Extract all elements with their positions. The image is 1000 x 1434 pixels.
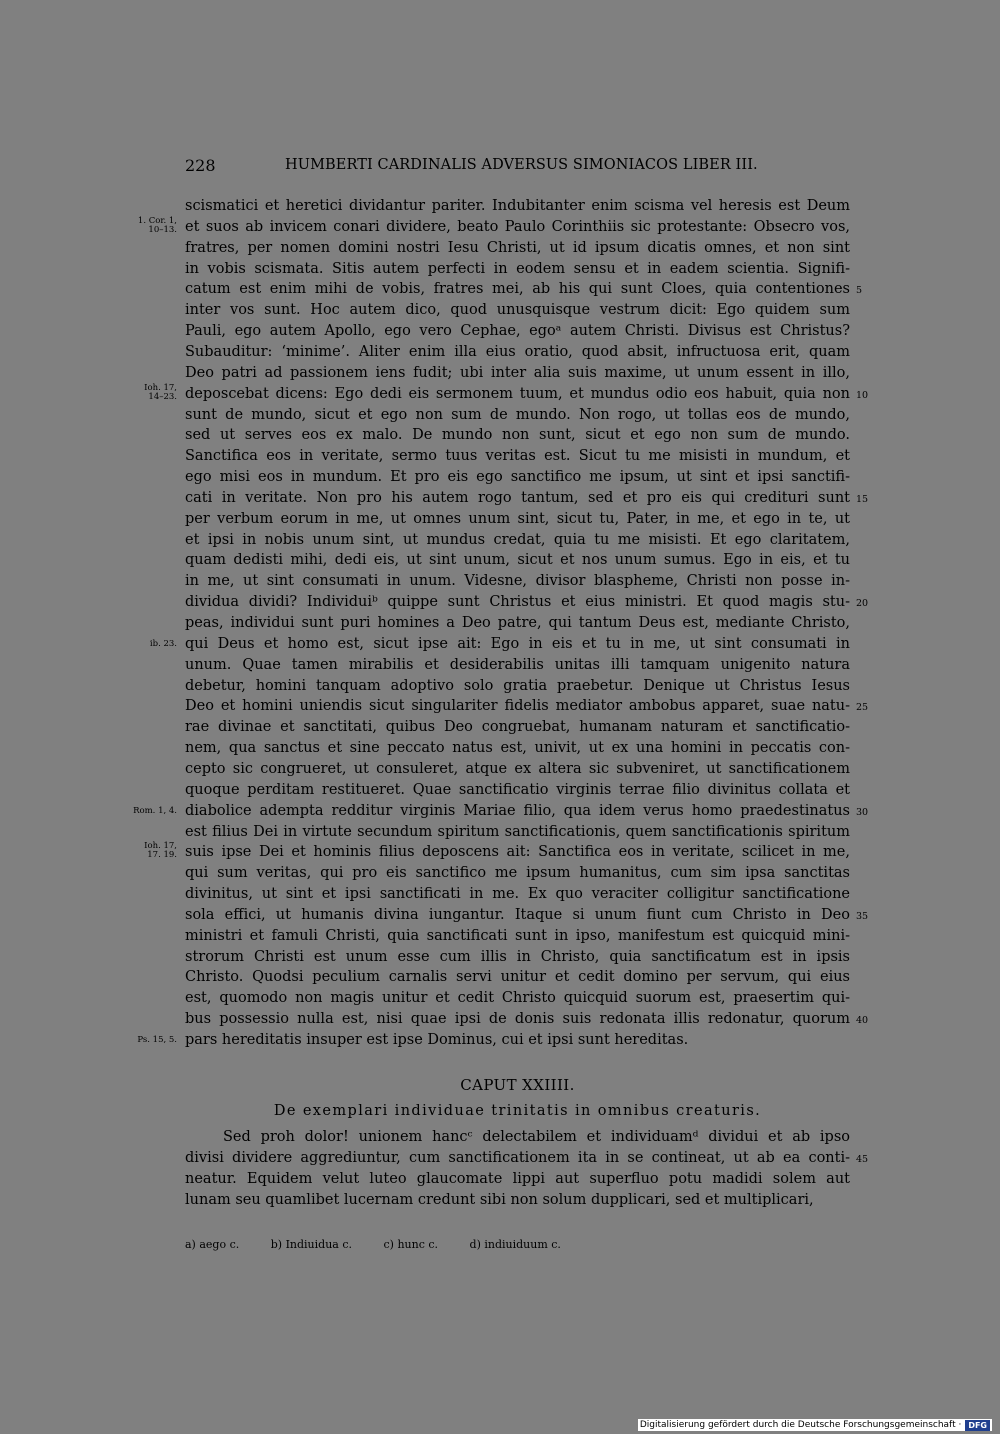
- margin-note: Ps. 15, 5.: [137, 1035, 177, 1045]
- text-line: est filius Dei in virtute secundum spiritum sanctificationis, quem sanctificationis spiritum: [185, 823, 850, 840]
- text-line: et ipsi in nobis unum sint, ut mundus credat, quia tu me misisti. Et ego claritatem,: [185, 531, 850, 548]
- text-line: suis ipse Dei et hominis filius deposcens ait: Sanctifica eos in veritate, scilicet in me,: [185, 844, 850, 861]
- footnote-b: b) Indiuidua c.: [270, 1238, 352, 1251]
- text-line: unum. Quae tamen mirabilis et desiderabilis unitas illi tamquam unigenito natura: [185, 656, 850, 673]
- text-line: per verbum eorum in me, ut omnes unum sint, sicut tu, Pater, in me, et ego in te, ut: [185, 510, 850, 527]
- text-line: nem, qua sanctus et sine peccato natus est, univit, ut ex una homini in peccatis con-: [185, 740, 850, 757]
- text-line: est, quomodo non magis unitur et cedit Christo quicquid suorum est, praesertim qui-: [185, 990, 850, 1007]
- text-line: quam dedisti mihi, dedi eis, ut sint unum, sicut et nos unum sumus. Ego in eis, et tu: [185, 552, 850, 569]
- margin-note: Ioh. 17, 14–23.: [144, 382, 177, 402]
- line-number: 35: [856, 910, 869, 922]
- line-number: 45: [856, 1153, 869, 1165]
- text-line: diabolice adempta redditur virginis Mariae filio, qua idem verus homo praedestinatus: [185, 802, 850, 819]
- text-line: sola effici, ut humanis divina iungantur. Itaque si unum fiunt cum Christo in Deo: [185, 906, 850, 923]
- text-line: Deo patri ad passionem iens fudit; ubi inter alia suis maxime, ut unum essent in illo,: [185, 364, 850, 381]
- text-line: scismatici et heretici dividantur pariter. Indubitanter enim scisma vel heresis est Deum: [185, 198, 850, 214]
- text-line: in vobis scismata. Sitis autem perfecti in eodem sensu et in eadem scientia. Signifi-: [185, 260, 850, 277]
- chapter-line: lunam seu quamlibet lucernam credunt sibi non solum dupplicari, sed et multiplicari,: [185, 1191, 814, 1208]
- text-line: pars hereditatis insuper est ipse Dominus, cui et ipsi sunt hereditas.: [185, 1032, 689, 1048]
- margin-note: ib. 23.: [149, 638, 177, 649]
- text-line: Subauditur: ‘minime’. Aliter enim illa eius oratio, quod absit, infructuosa erit, quam: [185, 343, 850, 360]
- text-line: qui Deus et homo est, sicut ipse ait: Ego in eis et tu in me, ut sint consumati in: [185, 635, 850, 652]
- text-line: rae divinae et sanctitati, quibus Deo congruebat, humanam naturam et sanctificatio-: [185, 719, 850, 736]
- margin-note: 1. Cor. 1, 10–13.: [137, 215, 177, 235]
- chapter-line: divisi dividere aggrediuntur, cum sanctificationem ita in se contineat, ut ab ea conti-: [185, 1149, 850, 1166]
- text-line: cati in veritate. Non pro his autem rogo tantum, sed et pro eis qui credituri sunt: [185, 489, 850, 506]
- line-number: 20: [856, 598, 869, 610]
- text-line: peas, individui sunt puri homines a Deo patre, qui tantum Deus est, mediante Christo,: [185, 615, 850, 631]
- text-line: sunt de mundo, sicut et ego non sum de mundo. Non rogo, ut tollas eos de mundo,: [185, 406, 850, 423]
- footnotes: [185, 1236, 850, 1254]
- text-line: inter vos sunt. Hoc autem dico, quod unusquisque vestrum dicit: Ego quidem sum: [185, 302, 850, 319]
- running-header: [185, 156, 850, 178]
- text-line: Christo. Quodsi peculium carnalis servi unitur et cedit domino per servum, qui eius: [185, 969, 850, 986]
- text-line: ego misi eos in mundum. Et pro eis ego sanctifico me ipsum, ut sint et ipsi sanctifi-: [185, 469, 850, 486]
- line-number: 40: [856, 1015, 869, 1027]
- dfg-logo-icon[interactable]: DFG: [965, 1420, 990, 1431]
- text-line: fratres, per nomen domini nostri Iesu Christi, ut id ipsum dicatis omnes, et non sint: [185, 239, 850, 256]
- line-number: 10: [856, 389, 869, 401]
- margin-note: Rom. 1, 4.: [133, 805, 177, 816]
- text-line: debetur, homini tanquam adoptivo solo gratia praebetur. Denique ut Christus Iesus: [185, 677, 850, 694]
- footer-text: Digitalisierung gefördert durch die Deutsche Forschungsgemeinschaft ·: [639, 1420, 962, 1430]
- footnote-c: c) hunc c.: [383, 1238, 439, 1251]
- dfg-footer[interactable]: [638, 1419, 992, 1431]
- text-line: cepto sic congrueret, ut consuleret, atque ex altera sic subveniret, ut sanctificationem: [185, 760, 850, 777]
- line-number: 25: [856, 702, 869, 714]
- chapter-title: CAPUT XXIIII.: [460, 1076, 575, 1094]
- text-line: Pauli, ego autem Apollo, ego vero Cephae, egoᵃ autem Christi. Divisus est Christus?: [185, 323, 850, 340]
- text-line: Sanctifica eos in veritate, sermo tuus veritas est. Sicut tu me misisti in mundum, et: [185, 448, 850, 465]
- text-line: divinitus, ut sint et ipsi sanctificati in me. Ex quo veraciter colligitur sanctificatione: [185, 886, 850, 903]
- line-number: 5: [856, 285, 863, 297]
- text-line: qui sum veritas, qui pro eis sanctifico me ipsum humanitus, cum sim ipsa sanctitas: [185, 865, 850, 882]
- text-line: catum est enim mihi de vobis, fratres mei, ab his qui sunt Cloes, quia contentiones: [185, 281, 850, 298]
- chapter-line: neatur. Equidem velut luteo glaucomate lippi aut superfluo potu madidi solem aut: [185, 1170, 850, 1187]
- margin-note: Ioh. 17, 17. 19.: [144, 841, 177, 861]
- chapter-line: Sed proh dolor! unionem hancᶜ delectabilem et individuamᵈ dividui et ab ipso: [223, 1129, 850, 1145]
- page-number: 228: [185, 156, 216, 175]
- text-line: deposcebat dicens: Ego dedi eis sermonem tuum, et mundus odio eos habuit, quia non: [185, 385, 850, 402]
- line-number: 30: [856, 806, 869, 818]
- text-line: et suos ab invicem conari dividere, beato Paulo Corinthiis sic protestante: Obsecro vos,: [185, 218, 850, 235]
- text-line: ministri et famuli Christi, quia sanctificati sunt in ipso, manifestum est quicquid mini-: [185, 927, 850, 944]
- text-line: in me, ut sint consumati in unum. Videsne, divisor blaspheme, Christi non posse in-: [185, 573, 850, 590]
- text-line: Deo et homini uniendis sicut singulariter fidelis mediator ambobus apparet, suae natu-: [185, 698, 850, 715]
- running-title: HUMBERTI CARDINALIS ADVERSUS SIMONIACOS LIBER III.: [285, 157, 758, 173]
- text-line: dividua dividi? Individuiᵇ quippe sunt Christus et eius ministri. Et quod magis stu-: [185, 594, 850, 611]
- line-number: 15: [856, 493, 869, 505]
- chapter-subtitle: De exemplari individuae trinitatis in omnibus creaturis.: [273, 1103, 762, 1119]
- text-line: strorum Christi est unum esse cum illis in Christo, quia sanctificatum est in ipsis: [185, 948, 850, 965]
- footnote-d: d) indiuiduum c.: [469, 1238, 561, 1251]
- text-line: bus possessio nulla est, nisi quae ipsi de donis suis redonata illis redonatur, quorum: [185, 1011, 850, 1028]
- footnote-a: a) aego c.: [185, 1238, 240, 1251]
- text-line: sed ut serves eos ex malo. De mundo non sunt, sicut et ego non sum de mundo.: [185, 427, 850, 444]
- text-line: quoque perditam restitueret. Quae sanctificatio virginis terrae filio divinitus collata et: [185, 781, 850, 798]
